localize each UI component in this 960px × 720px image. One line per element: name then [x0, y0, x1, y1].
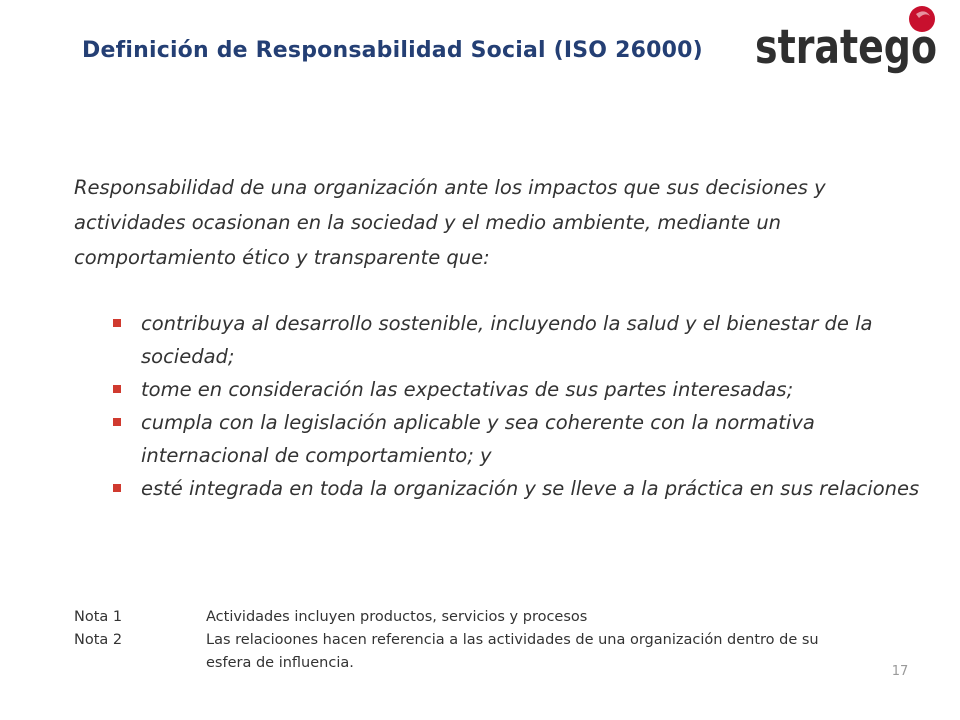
list-item-text: tome en consideración las expectativas de sus partes interesadas;: [141, 378, 794, 401]
note-text: Actividades incluyen productos, servicios y procesos: [206, 609, 588, 625]
definition-paragraph: Responsabilidad de una organización ante los impactos que sus decisiones y actividades ocasionan en la sociedad y el medio ambiente, mediante un comportamiento ético y transparente que:: [74, 176, 826, 269]
list-item: [108, 307, 923, 373]
page-title: Definición de Responsabilidad Social (ISO 26000): [82, 38, 703, 63]
note-row: [74, 606, 854, 629]
requirements-list: [108, 307, 923, 505]
square-bullet-icon: [113, 418, 121, 426]
note-row: [74, 629, 854, 675]
note-text: Las relacioones hacen referencia a las actividades de una organización dentro de su esfera de influencia.: [206, 632, 819, 671]
stratego-logo-graphic: [755, 2, 955, 82]
page-number: 17: [891, 664, 909, 679]
square-bullet-icon: [113, 385, 121, 393]
square-bullet-icon: [113, 484, 121, 492]
list-item-text: cumpla con la legislación aplicable y sea coherente con la normativa internacional de comportamiento; y: [141, 411, 815, 467]
list-item-text: contribuya al desarrollo sostenible, incluyendo la salud y el bienestar de la sociedad;: [141, 312, 873, 368]
list-item-text: esté integrada en toda la organización y se lleve a la práctica en sus relaciones: [141, 477, 920, 500]
logo-wordmark: stratego: [755, 20, 937, 75]
note-label: Nota 1: [74, 609, 123, 625]
stratego-logo: [755, 2, 955, 82]
note-label: Nota 2: [74, 632, 123, 648]
notes-section: [74, 606, 854, 675]
list-item: [108, 373, 923, 406]
list-item: [108, 472, 923, 505]
list-item: [108, 406, 923, 472]
square-bullet-icon: [113, 319, 121, 327]
